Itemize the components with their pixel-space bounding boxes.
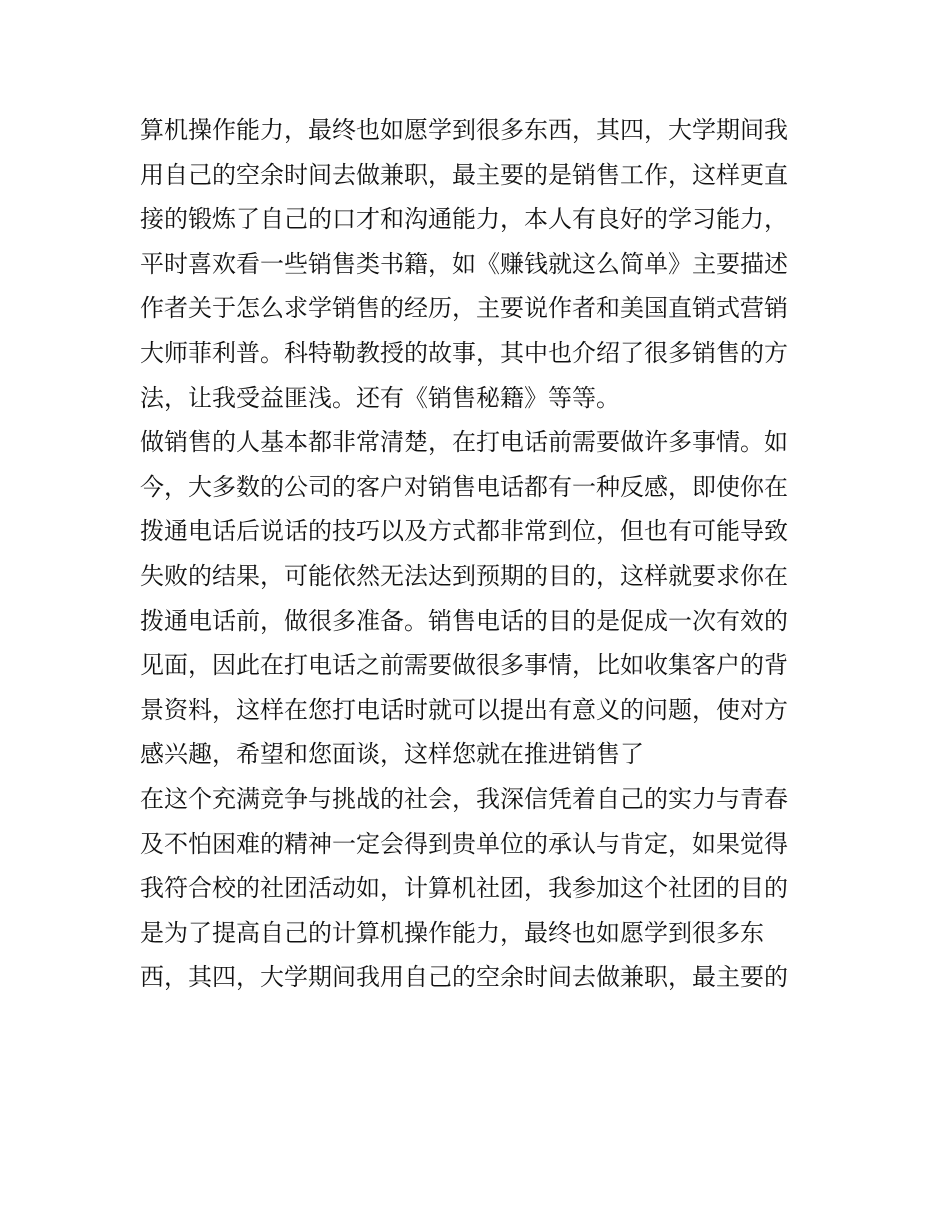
body-text <box>140 108 820 1000</box>
text-line: 接的锻炼了自己的口才和沟通能力，本人有良好的学习能力， <box>140 205 788 234</box>
text-line: 失败的结果，可能依然无法达到预期的目的，这样就要求你在 <box>140 561 788 590</box>
text-line: 感兴趣，希望和您面谈，这样您就在推进销售了 <box>140 740 644 769</box>
text-line: 拨通电话后说话的技巧以及方式都非常到位，但也有可能导致 <box>140 517 788 546</box>
text-line: 及不怕困难的精神一定会得到贵单位的承认与肯定，如果觉得 <box>140 829 788 858</box>
text-line: 用自己的空余时间去做兼职，最主要的是销售工作，这样更直 <box>140 160 788 189</box>
text-line: 在这个充满竞争与挑战的社会，我深信凭着自己的实力与青春 <box>140 784 788 813</box>
text-line: 平时喜欢看一些销售类书籍，如《赚钱就这么简单》主要描述 <box>140 249 788 278</box>
text-line: 是为了提高自己的计算机操作能力，最终也如愿学到很多东 <box>140 918 764 947</box>
text-line: 做销售的人基本都非常清楚，在打电话前需要做许多事情。如 <box>140 428 788 457</box>
text-line: 作者关于怎么求学销售的经历，主要说作者和美国直销式营销 <box>140 294 788 323</box>
text-line: 今，大多数的公司的客户对销售电话都有一种反感，即使你在 <box>140 472 788 501</box>
text-line: 景资料，这样在您打电话时就可以提出有意义的问题，使对方 <box>140 695 788 724</box>
text-line: 见面，因此在打电话之前需要做很多事情，比如收集客户的背 <box>140 651 788 680</box>
text-line: 我符合校的社团活动如，计算机社团，我参加这个社团的目的 <box>140 874 788 903</box>
text-line: 拨通电话前，做很多准备。销售电话的目的是促成一次有效的 <box>140 606 788 635</box>
text-line: 大师菲利普。科特勒教授的故事，其中也介绍了很多销售的方 <box>140 338 788 367</box>
text-line: 算机操作能力，最终也如愿学到很多东西，其四，大学期间我 <box>140 116 788 144</box>
text-line: 西，其四，大学期间我用自己的空余时间去做兼职，最主要的 <box>140 963 788 992</box>
text-line: 法，让我受益匪浅。还有《销售秘籍》等等。 <box>140 383 620 412</box>
